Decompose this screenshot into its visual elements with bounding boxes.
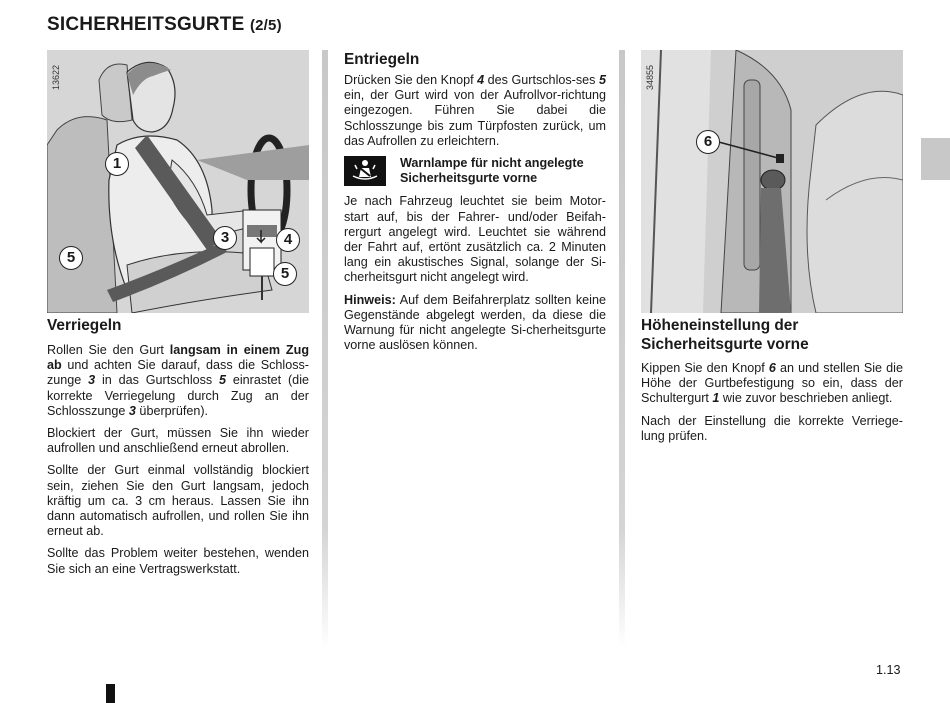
paragraph: Je nach Fahrzeug leuchtet sie beim Motor-start auf, bis der Fahrer- und/oder Beifah-rergurt angelegt wird. Leuchtet sie während der Fahrt auf, ertönt zusätzlich ca. 2 Minuten lang ein akustisches Signal, solange der Si-cherheitsgurt nicht angelegt wird. — [344, 194, 606, 285]
note-label: Hinweis: — [344, 292, 396, 307]
callout-5-buckle: 5 — [273, 262, 297, 286]
paragraph — [344, 73, 606, 149]
print-mark — [106, 684, 115, 703]
figure-driver-seatbelt — [47, 50, 309, 313]
chapter-tab — [921, 138, 950, 180]
text-run: und achten Sie darauf, dass die Schloss-zunge — [47, 358, 309, 388]
text-run: in das Gurtschloss — [95, 373, 220, 388]
note-text: Auf dem Beifahrerplatz sollten keine Gegenstände abgelegt werden, da diese die Warnung für nicht angelegte Si-cherheitsgurte vorne auslösen können. — [344, 292, 606, 353]
section-entriegeln — [344, 50, 606, 360]
ref-5: 5 — [219, 373, 227, 388]
text-run: wie zuvor beschrieben anliegt. — [719, 391, 893, 406]
section-heading: Verriegeln — [47, 317, 122, 334]
ref-5: 5 — [598, 73, 606, 87]
section-hoeheneinstellung — [641, 316, 903, 451]
paragraph — [47, 343, 309, 419]
warning-lamp-title: Warnlampe für nicht angelegte Sicherheitsgurte vorne — [400, 156, 584, 186]
figure-reference-number: 13622 — [51, 64, 61, 90]
paragraph: Blockiert der Gurt, müssen Sie ihn wieder aufrollen und anschließend erneut abrollen. — [47, 426, 309, 456]
text-run: Kippen Sie den Knopf — [641, 361, 769, 375]
text-run: Drücken Sie den Knopf — [344, 73, 478, 87]
callout-5-lap: 5 — [59, 246, 83, 270]
callout-4: 4 — [276, 228, 300, 252]
ref-3: 3 — [88, 373, 96, 388]
ref-4: 4 — [477, 73, 485, 87]
warning-lamp-block — [344, 156, 606, 186]
column-separator — [322, 50, 328, 648]
page-title — [47, 14, 282, 36]
seatbelt-warning-icon — [344, 156, 386, 186]
page-title-subtitle: (2/5) — [249, 17, 282, 34]
text-run: des Gurtschlos-ses — [484, 73, 599, 87]
text-run: überprüfen). — [135, 403, 209, 418]
ref-6: 6 — [768, 361, 776, 375]
driver-seatbelt-illustration — [47, 50, 309, 313]
section-heading: Höheneinstellung der Sicherheitsgurte vorne — [641, 317, 809, 353]
paragraph: Nach der Einstellung die korrekte Verriege-lung prüfen. — [641, 413, 903, 443]
ref-3: 3 — [128, 403, 136, 418]
figure-reference-number: 34855 — [645, 64, 655, 90]
paragraph: Sollte das Problem weiter bestehen, wenden Sie sich an eine Vertragswerkstatt. — [47, 546, 309, 576]
section-heading: Entriegeln — [344, 51, 420, 68]
paragraph: Sollte der Gurt einmal vollständig blockiert sein, ziehen Sie den Gurt langsam, jedoch kräftig um ca. 3 cm heraus. Lassen Sie ihn dann automatisch aufrollen, und rollen Sie ihn erneut ab. — [47, 463, 309, 539]
note-paragraph — [344, 293, 606, 354]
text-run-bold: langsam in einem Zug ab — [47, 343, 310, 373]
text-run: Rollen Sie den Gurt — [47, 343, 170, 357]
belt-height-adjuster-illustration — [641, 50, 903, 313]
page-number: 1.13 — [876, 663, 901, 677]
text-run: ein, der Gurt wird von der Aufrollvor-richtung eingezogen. Führen Sie dabei die Schlosszunge bis zum Türpfosten zurück, um das Aufrollen zu erleichtern. — [344, 88, 606, 148]
figure-belt-height-adjuster — [641, 50, 903, 313]
text-run: an und stellen Sie die Höhe der Gurtbefestigung so ein, dass der Schultergurt — [641, 361, 903, 406]
callout-1: 1 — [105, 152, 129, 176]
text-run: einrastet (die korrekte Verriegelung durch Zug an der Schlosszunge — [47, 373, 309, 418]
callout-6: 6 — [696, 130, 720, 154]
ref-1: 1 — [712, 391, 720, 406]
section-verriegeln — [47, 316, 309, 584]
page-title-text: SICHERHEITSGURTE — [47, 14, 245, 35]
callout-3: 3 — [213, 226, 237, 250]
column-separator — [619, 50, 625, 648]
paragraph — [641, 361, 903, 407]
